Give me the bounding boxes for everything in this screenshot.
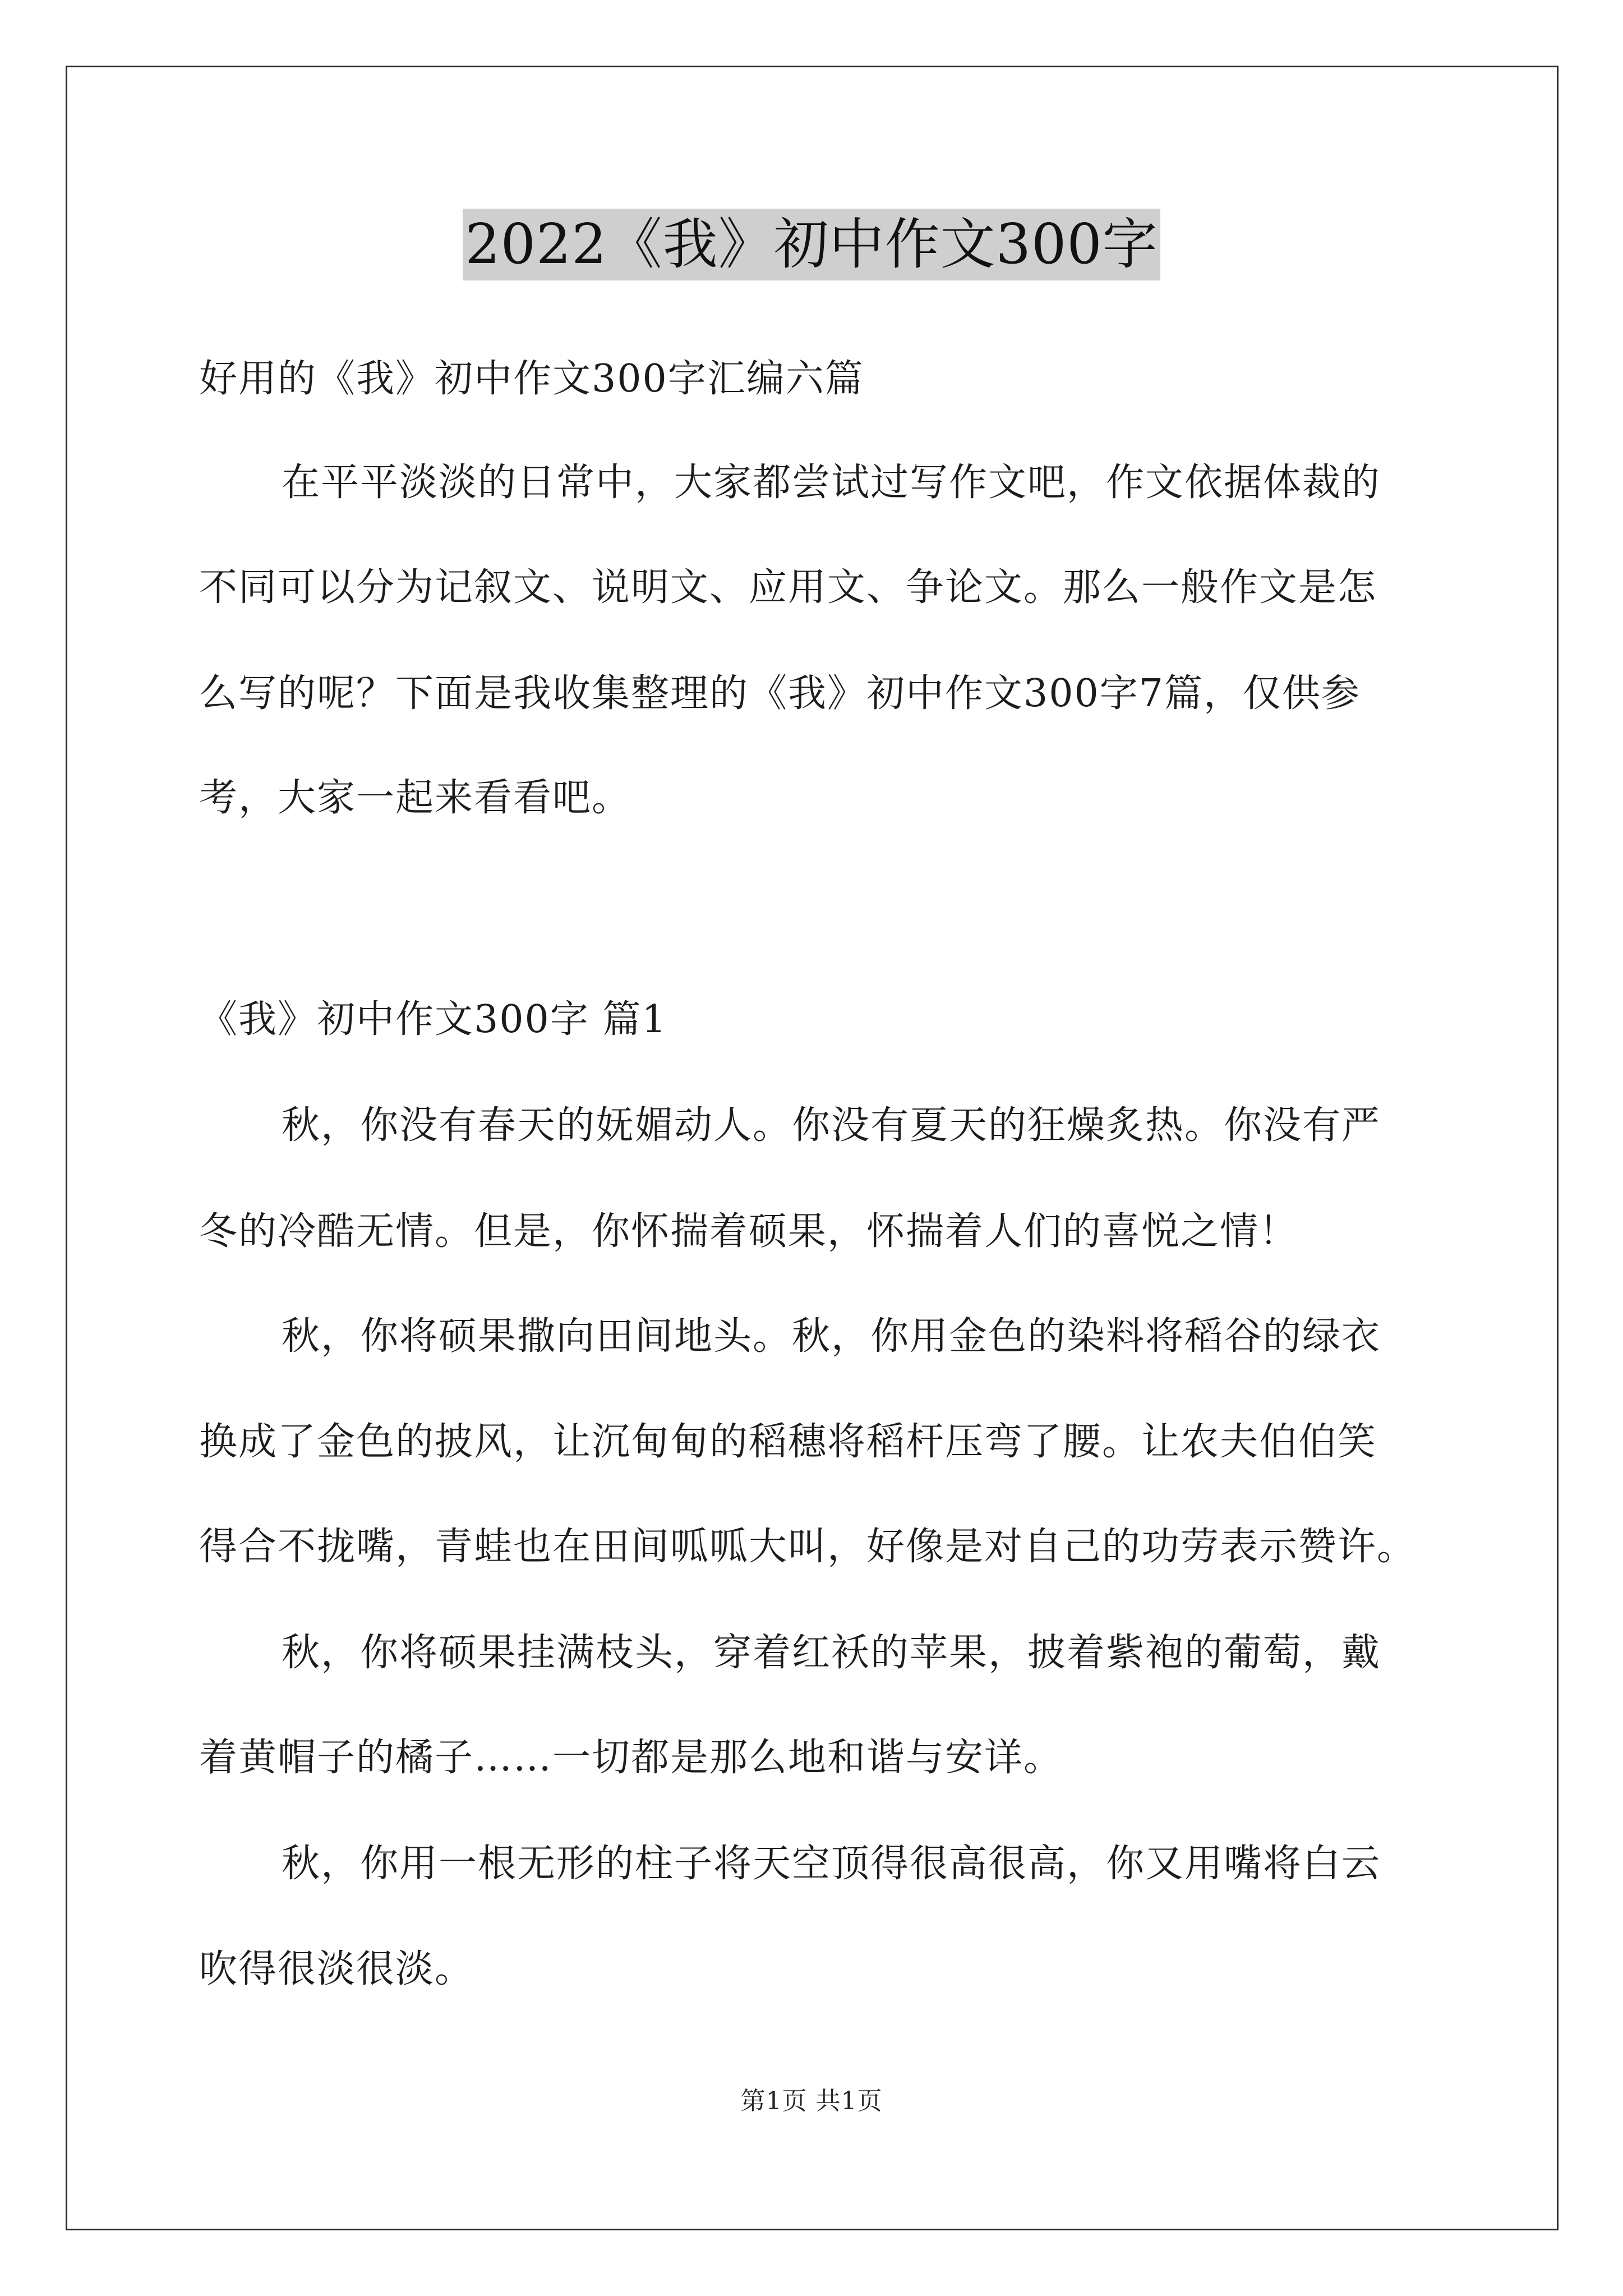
- title-container: [0, 209, 1623, 280]
- subtitle: 好用的《我》初中作文300字汇编六篇: [199, 357, 864, 401]
- body-line: 秋，你用一根无形的柱子将天空顶得很高很高，你又用嘴将白云: [282, 1842, 1381, 1886]
- intro-line: 么写的呢？下面是我收集整理的《我》初中作文300字7篇，仅供参: [199, 671, 1361, 716]
- body-line: 得合不拢嘴，青蛙也在田间呱呱大叫，好像是对自己的功劳表示赞许。: [199, 1525, 1417, 1569]
- intro-line: 不同可以分为记叙文、说明文、应用文、争论文。那么一般作文是怎: [199, 565, 1377, 610]
- body-line: 秋，你将硕果撒向田间地头。秋，你用金色的染料将稻谷的绿衣: [282, 1314, 1381, 1359]
- body-line: 着黄帽子的橘子……一切都是那么地和谐与安详。: [199, 1736, 1063, 1780]
- body-line: 秋，你将硕果挂满枝头，穿着红袄的苹果，披着紫袍的葡萄，戴: [282, 1631, 1381, 1675]
- body-line: 冬的冷酷无情。但是，你怀揣着硕果，怀揣着人们的喜悦之情！: [199, 1209, 1299, 1254]
- intro-line: 在平平淡淡的日常中，大家都尝试过写作文吧，作文依据体裁的: [282, 461, 1381, 505]
- document-title: 2022《我》初中作文300字: [463, 209, 1160, 280]
- body-line: 秋，你没有春天的妩媚动人。你没有夏天的狂燥炙热。你没有严: [282, 1103, 1381, 1148]
- page-footer: 第1页 共1页: [740, 2087, 883, 2115]
- section-heading: 《我》初中作文300字 篇1: [199, 997, 667, 1042]
- intro-line: 考，大家一起来看看吧。: [199, 776, 631, 820]
- body-line: 换成了金色的披风，让沉甸甸的稻穗将稻杆压弯了腰。让农夫伯伯笑: [199, 1420, 1377, 1464]
- body-line: 吹得很淡很淡。: [199, 1947, 474, 1991]
